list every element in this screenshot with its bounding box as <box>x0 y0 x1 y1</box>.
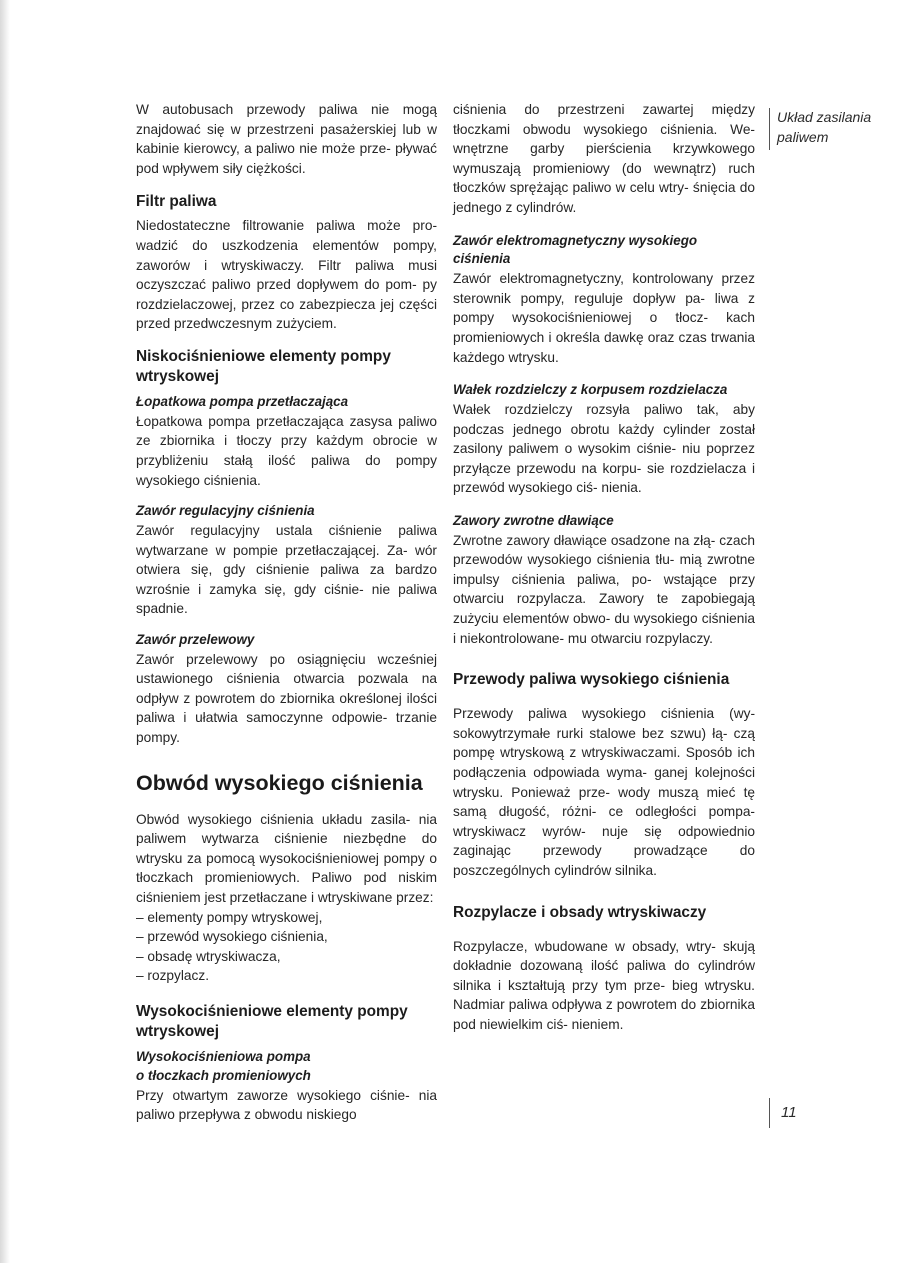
subheading-zawor-elektromagnetyczny: Zawór elektromagnetyczny wysokiego ciśnienia <box>453 232 698 267</box>
subheading-pompa-line1: Wysokociśnieniowa pompa <box>136 1048 311 1064</box>
margin-rule-top <box>769 108 770 150</box>
heading-filtr-paliwa: Filtr paliwa <box>136 193 217 211</box>
paragraph-zawor-przelewowy: Zawór przelewowy po osiągnięciu wcześniej ustawionego ciśnienia otwarcia pozwala na odpływ z powrotem do zbiornika określonej ilości paliwa i ułatwia samoczynne odpowie- trzanie pompy. <box>136 651 437 746</box>
heading-rozpylacze: Rozpylacze i obsady wtryskiwaczy <box>453 903 707 921</box>
margin-note-line2: paliwem <box>777 128 829 145</box>
intro-paragraph: W autobusach przewody paliwa nie mogą znajdować się w przestrzeni pasażerskiej lub w kabinie kierowcy, a paliwo nie może prze- pływać pod wpływem siły ciężkości. <box>136 102 437 176</box>
obwod-list <box>136 908 437 986</box>
subheading-walek-rozdzielczy: Wałek rozdzielczy z korpusem rozdzielacza <box>453 382 728 398</box>
list-item: – elementy pompy wtryskowej, <box>136 908 437 928</box>
subheading-zawory-zwrotne: Zawory zwrotne dławiące <box>453 512 614 528</box>
paragraph-pompa: Przy otwartym zaworze wysokiego ciśnie- nia paliwo przepływa z obwodu niskiego <box>136 1087 437 1123</box>
paragraph-continuation: ciśnienia do przestrzeni zawartej między tłoczkami obwodu wysokiego ciśnienia. We- wnętrzne garby pierścienia krzywkowego wymuszają promieniowy (do wewnątrz) ruch tłoczków sprężając paliwo w celu wtry- śnięcia do jednego z cylindrów. <box>453 102 755 215</box>
heading-niskocisnieniowe: Niskociśnieniowe elementy pompy wtryskowej <box>136 347 391 385</box>
list-item: – przewód wysokiego ciśnienia, <box>136 927 437 947</box>
paragraph-zawor-elektromagnetyczny: Zawór elektromagnetyczny, kontrolowany przez sterownik pompy, reguluje dopływ pa- liwa z pompy wysokociśnieniowej o tłocz- kach promieniowych i określa dawkę oraz czas trwania każdego wtrysku. <box>453 271 755 365</box>
margin-note-line1: Układ zasilania <box>777 109 872 125</box>
heading-przewody-paliwa: Przewody paliwa wysokiego ciśnienia <box>453 671 730 689</box>
paragraph-rozpylacze: Rozpylacze, wbudowane w obsady, wtry- skują dokładnie dozowaną ilość paliwa do cylindrów silnika i kształtują przy tym prze- bieg wtrysku. Nadmiar paliwa odpływa z powrotem do zbiornika pod niewielkim ciś- nieniem. <box>453 938 755 1032</box>
left-column <box>136 100 437 1125</box>
heading-wysokocisnieniowe: Wysokociśnieniowe elementy pompy wtryskowej <box>136 1002 408 1040</box>
paragraph-przewody-paliwa: Przewody paliwa wysokiego ciśnienia (wy- sokowytrzymałe rurki stalowe bez szwu) łą- czą pompę wtryskową z wtryskiwaczami. Sposób ich podłączenia odpowiada wyma- ganej kolejności wtrysku. Ponieważ prze- wody muszą mieć tę samą długość, różni- ce odległości pompa-wtryskiwacz wyrów- nuje się odpowiednio zaginając przewody prowadzące do poszczególnych cylindrów silnika. <box>453 706 755 878</box>
subheading-zawor-regulacyjny: Zawór regulacyjny ciśnienia <box>136 503 315 519</box>
list-item: – rozpylacz. <box>136 966 437 986</box>
margin-rule-bottom <box>769 1098 770 1128</box>
paragraph-zawor-regulacyjny: Zawór regulacyjny ustala ciśnienie paliwa wytwarzane w pompie przetłaczającej. Za- wór otwiera się, gdy ciśnienie paliwa za bardzo wzrośnie i zamyka się, gdy ciśnie- nie paliwa spadnie. <box>136 522 437 617</box>
subheading-zawor-przelewowy: Zawór przelewowy <box>136 631 255 647</box>
paragraph-walek-rozdzielczy: Wałek rozdzielczy rozsyła paliwo tak, aby podczas jednego obrotu każdy cylinder został zasilony paliwem o wysokim ciśnie- niu poprzez przyłącze przewodu na korpu- sie rozdzielacza i przewód wysokiego ciś- nienia. <box>453 401 755 496</box>
paragraph-obwod: Obwód wysokiego ciśnienia układu zasila- nia paliwem wytwarza ciśnienie niezbędne do wtrysku za pomocą wysokociśnieniowej pompy o tłoczkach promieniowych. Paliwo pod niskim ciśnieniem jest przetłaczane i wtryskiwane przez: <box>136 811 437 906</box>
paragraph-zawory-zwrotne: Zwrotne zawory dławiące osadzone na złą- czach przewodów wysokiego ciśnienia tłu- mią zwrotne impulsy ciśnienia paliwa, po- wstające przy otwarciu rozpylacza. Zawory te zapobiegają zużyciu elementów obwo- du wysokiego ciśnienia i niekontrolowane- mu otwarciu rozpylaczy. <box>453 532 755 646</box>
right-column <box>453 100 755 1035</box>
subheading-lopatkowa-pompa: Łopatkowa pompa przetłaczająca <box>136 393 349 409</box>
page-number: 11 <box>781 1104 797 1121</box>
margin-note <box>777 108 897 147</box>
scan-edge-shadow <box>0 0 10 1263</box>
paragraph-filtr-paliwa: Niedostateczne filtrowanie paliwa może pro- wadzić do uszkodzenia elementów pompy, zaworów i wtryskiwaczy. Filtr paliwa musi oczyszczać paliwo przed dopływem do pom- py rozdzielaczowej, przez co zabezpiecza jej części przed przedwczesnym zużyciem. <box>136 218 437 332</box>
heading-obwod-wysokiego-cisnienia: Obwód wysokiego ciśnienia <box>136 770 423 795</box>
subheading-pompa-line2: o tłoczkach promieniowych <box>136 1067 311 1083</box>
list-item: – obsadę wtryskiwacza, <box>136 947 437 967</box>
paragraph-lopatkowa-pompa: Łopatkowa pompa przetłaczająca zasysa paliwo ze zbiornika i tłoczy przy każdym obrocie w przybliżeniu stałą ilość paliwa do pompy wysokiego ciśnienia. <box>136 413 437 488</box>
